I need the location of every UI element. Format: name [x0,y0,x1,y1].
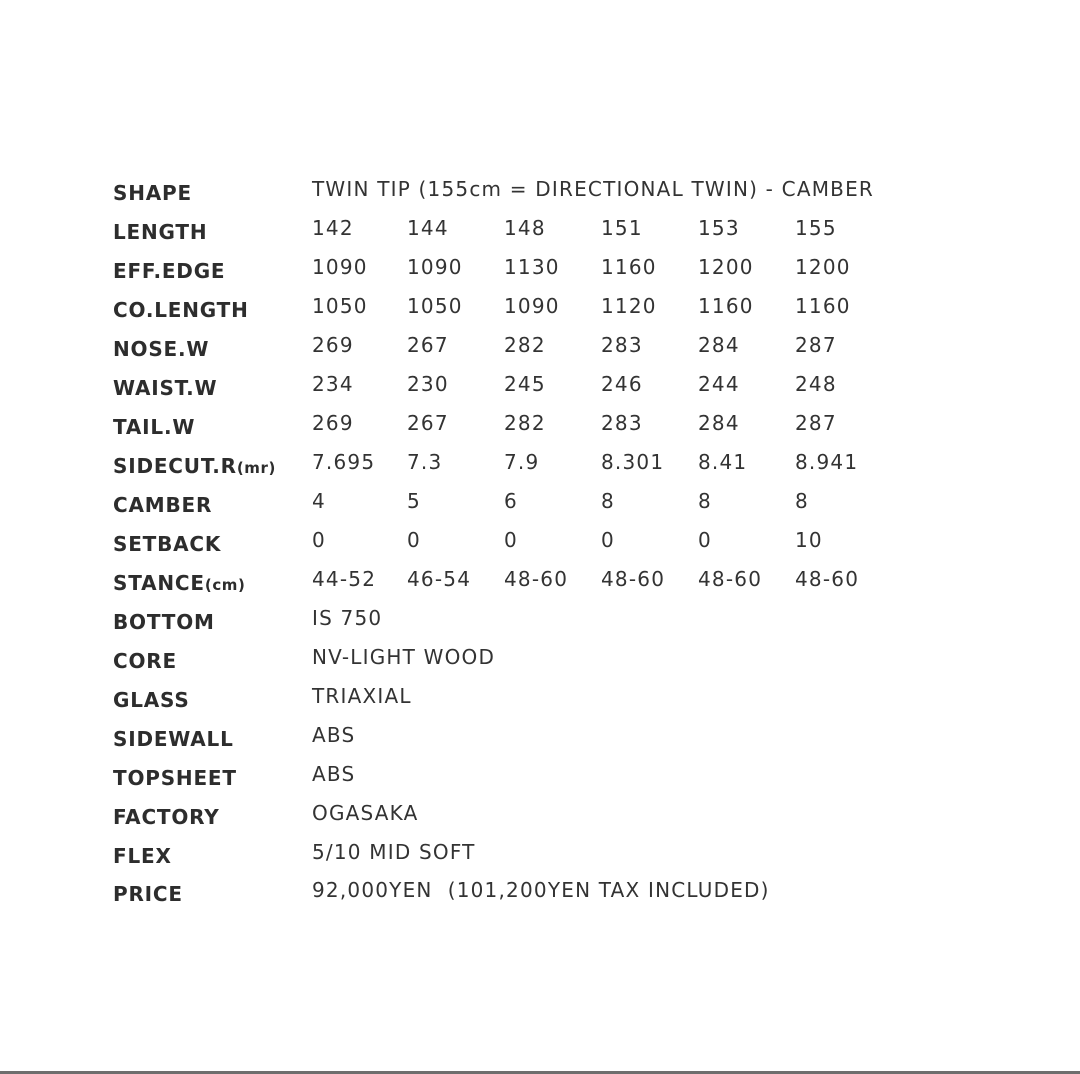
spec-label-sidecut-r [113,454,276,478]
spec-row-setback [0,528,1080,558]
spec-label-glass: GLASS [113,688,190,712]
spec-label-flex: FLEX [113,844,172,868]
spec-value-stance-142: 44-52 [312,567,377,591]
spec-value-eff-edge-153: 1200 [698,255,754,279]
spec-value-tail-w-144: 267 [407,411,449,435]
spec-row-nose-w [0,333,1080,363]
spec-value-length-142: 142 [312,216,354,240]
spec-value-eff-edge-144: 1090 [407,255,463,279]
spec-label-core: CORE [113,649,177,673]
spec-label-stance [113,571,246,595]
spec-row-waist-w [0,372,1080,402]
spec-row-glass [0,684,1080,714]
spec-value-stance-148: 48-60 [504,567,569,591]
spec-value-sidecut-r-142: 7.695 [312,450,376,474]
spec-value-sidecut-r-144: 7.3 [407,450,443,474]
spec-value-setback-148: 0 [504,528,518,552]
spec-label-co-length: CO.LENGTH [113,298,249,322]
spec-value-camber-155: 8 [795,489,809,513]
spec-value-tail-w-151: 283 [601,411,643,435]
spec-value-glass: TRIAXIAL [312,684,412,708]
spec-row-length [0,216,1080,246]
spec-row-camber [0,489,1080,519]
spec-value-length-144: 144 [407,216,449,240]
spec-label-topsheet: TOPSHEET [113,766,237,790]
spec-value-nose-w-142: 269 [312,333,354,357]
spec-value-price: 92,000YEN (101,200YEN TAX INCLUDED) [312,878,770,902]
spec-value-nose-w-153: 284 [698,333,740,357]
spec-row-stance [0,567,1080,597]
spec-value-co-length-144: 1050 [407,294,463,318]
spec-value-sidecut-r-151: 8.301 [601,450,665,474]
spec-value-length-151: 151 [601,216,643,240]
spec-value-sidecut-r-153: 8.41 [698,450,748,474]
spec-value-sidewall: ABS [312,723,356,747]
spec-value-stance-155: 48-60 [795,567,860,591]
spec-value-core: NV-LIGHT WOOD [312,645,496,669]
spec-value-sidecut-r-155: 8.941 [795,450,859,474]
spec-value-eff-edge-148: 1130 [504,255,560,279]
spec-value-co-length-151: 1120 [601,294,657,318]
spec-label-factory: FACTORY [113,805,220,829]
spec-value-shape: TWIN TIP (155cm = DIRECTIONAL TWIN) - CAMBER [312,177,875,201]
spec-value-eff-edge-142: 1090 [312,255,368,279]
spec-row-core [0,645,1080,675]
spec-value-setback-142: 0 [312,528,326,552]
spec-value-sidecut-r-148: 7.9 [504,450,540,474]
spec-value-eff-edge-155: 1200 [795,255,851,279]
spec-value-waist-w-144: 230 [407,372,449,396]
spec-value-waist-w-142: 234 [312,372,354,396]
spec-row-eff-edge [0,255,1080,285]
spec-value-factory: OGASAKA [312,801,419,825]
spec-value-flex: 5/10 MID SOFT [312,840,476,864]
spec-row-sidecut-r [0,450,1080,480]
spec-label-nose-w: NOSE.W [113,337,210,361]
spec-value-setback-151: 0 [601,528,615,552]
spec-value-nose-w-155: 287 [795,333,837,357]
spec-row-co-length [0,294,1080,324]
spec-row-price [0,878,1080,908]
spec-value-topsheet: ABS [312,762,356,786]
spec-value-co-length-153: 1160 [698,294,754,318]
spec-row-shape [0,177,1080,207]
spec-row-topsheet [0,762,1080,792]
spec-value-camber-148: 6 [504,489,518,513]
spec-value-stance-144: 46-54 [407,567,472,591]
spec-value-waist-w-153: 244 [698,372,740,396]
spec-value-tail-w-153: 284 [698,411,740,435]
spec-label-sidecut-r-text: SIDECUT.R [113,454,237,478]
spec-value-tail-w-155: 287 [795,411,837,435]
spec-value-camber-144: 5 [407,489,421,513]
spec-label-bottom: BOTTOM [113,610,215,634]
spec-value-setback-155: 10 [795,528,823,552]
spec-label-sidecut-r-unit: (mr) [236,459,276,477]
spec-row-flex [0,840,1080,870]
spec-value-nose-w-144: 267 [407,333,449,357]
spec-label-length: LENGTH [113,220,208,244]
spec-label-eff-edge: EFF.EDGE [113,259,226,283]
spec-value-length-153: 153 [698,216,740,240]
spec-label-stance-text: STANCE [113,571,205,595]
spec-value-stance-153: 48-60 [698,567,763,591]
spec-value-length-155: 155 [795,216,837,240]
spec-label-price: PRICE [113,882,183,906]
spec-value-co-length-142: 1050 [312,294,368,318]
spec-value-setback-153: 0 [698,528,712,552]
spec-value-tail-w-142: 269 [312,411,354,435]
spec-value-waist-w-151: 246 [601,372,643,396]
spec-value-stance-151: 48-60 [601,567,666,591]
spec-value-co-length-148: 1090 [504,294,560,318]
spec-value-nose-w-148: 282 [504,333,546,357]
spec-value-eff-edge-151: 1160 [601,255,657,279]
spec-value-camber-151: 8 [601,489,615,513]
spec-value-tail-w-148: 282 [504,411,546,435]
spec-value-setback-144: 0 [407,528,421,552]
spec-row-tail-w [0,411,1080,441]
spec-label-tail-w: TAIL.W [113,415,196,439]
spec-value-bottom: IS 750 [312,606,383,630]
spec-value-camber-142: 4 [312,489,326,513]
spec-value-length-148: 148 [504,216,546,240]
spec-label-stance-unit: (cm) [204,576,246,594]
spec-label-camber: CAMBER [113,493,213,517]
spec-label-waist-w: WAIST.W [113,376,218,400]
spec-value-camber-153: 8 [698,489,712,513]
spec-label-sidewall: SIDEWALL [113,727,234,751]
spec-row-factory [0,801,1080,831]
spec-row-sidewall [0,723,1080,753]
spec-label-shape: SHAPE [113,181,192,205]
spec-value-waist-w-148: 245 [504,372,546,396]
spec-value-waist-w-155: 248 [795,372,837,396]
spec-value-nose-w-151: 283 [601,333,643,357]
spec-value-co-length-155: 1160 [795,294,851,318]
spec-row-bottom [0,606,1080,636]
spec-label-setback: SETBACK [113,532,222,556]
